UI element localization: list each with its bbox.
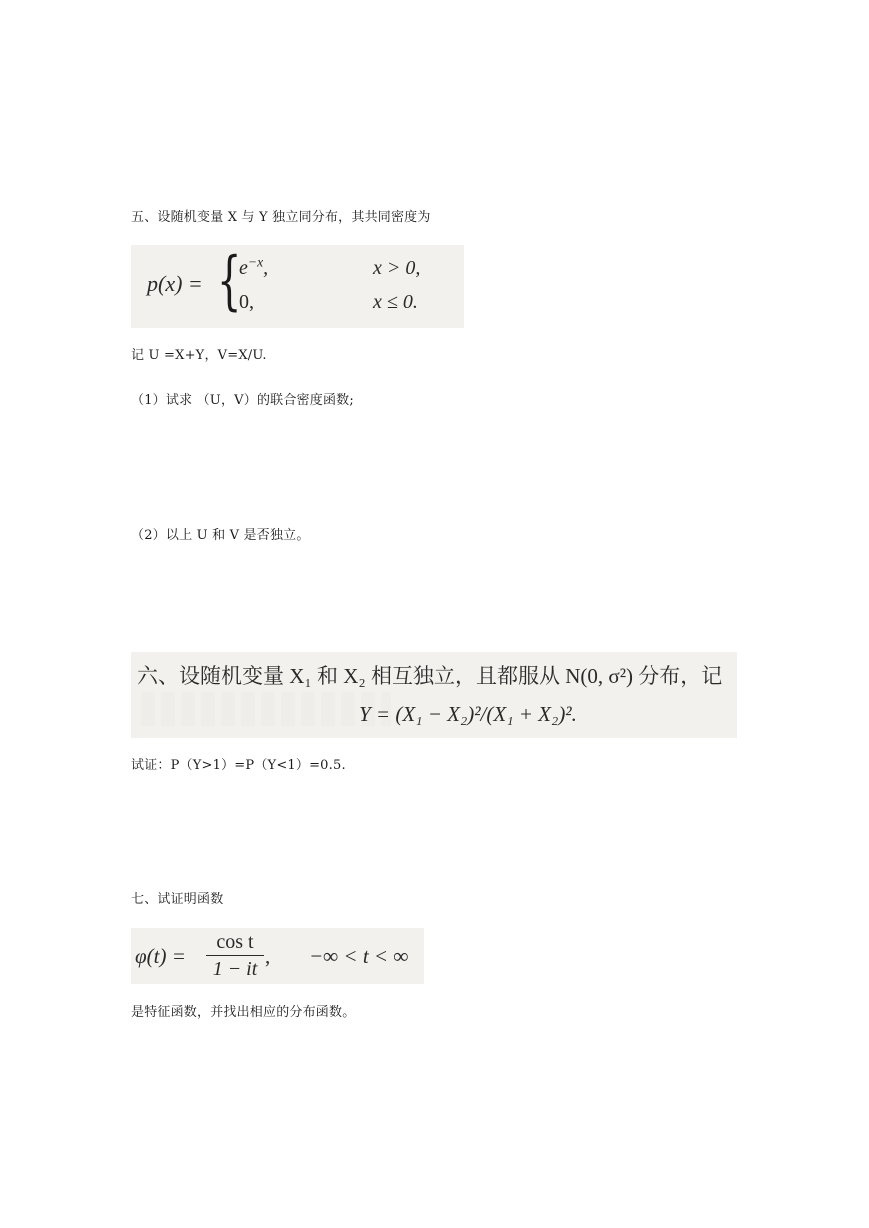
problem-7-statement: 七、试证明函数 [131,892,224,907]
density-case-1-condition: x > 0, [373,257,421,279]
problem-5-statement: 五、设随机变量 X 与 Y 独立同分布，其共同密度为 [131,210,431,225]
density-lhs: p(x) = [147,271,203,296]
phi-fraction [206,931,264,981]
phi-numerator: cos t [206,931,264,956]
phi-lhs: φ(t) = [135,944,186,968]
problem-6-prove: 试证：P（Y>1）=P（Y<1）=0.5. [131,758,346,773]
density-formula-image [131,245,464,328]
density-case-2-condition: x ≤ 0. [373,291,418,313]
phi-domain: −∞ < t < ∞ [309,944,409,968]
problem-6-image [131,652,737,738]
density-case-1-expr: $e^{-x}$, [239,254,269,279]
density-case-2-expr: 0, [239,291,254,313]
characteristic-function-image [131,928,424,984]
phi-comma: , [265,944,271,968]
problem-5-definition: 记 U =X+Y，V=X/U. [131,348,267,363]
problem-5-question-2: （2）以上 U 和 V 是否独立。 [131,528,310,543]
left-brace: { [217,245,242,318]
phi-denominator: 1 − it [212,958,258,980]
bleed-through-smudge [141,692,391,726]
problem-7-conclusion: 是特征函数，并找出相应的分布函数。 [131,1005,356,1020]
problem-6-formula: Y = (X₁ − X₂)²/(X₁ + X₂)². [359,702,577,726]
problem-5-question-1: （1）试求 （U，V）的联合密度函数; [131,393,354,408]
problem-6-statement: 六、设随机变量 X₁ 和 X₂ 相互独立，且都服从 N(0, σ²) 分布，记 [137,664,723,688]
